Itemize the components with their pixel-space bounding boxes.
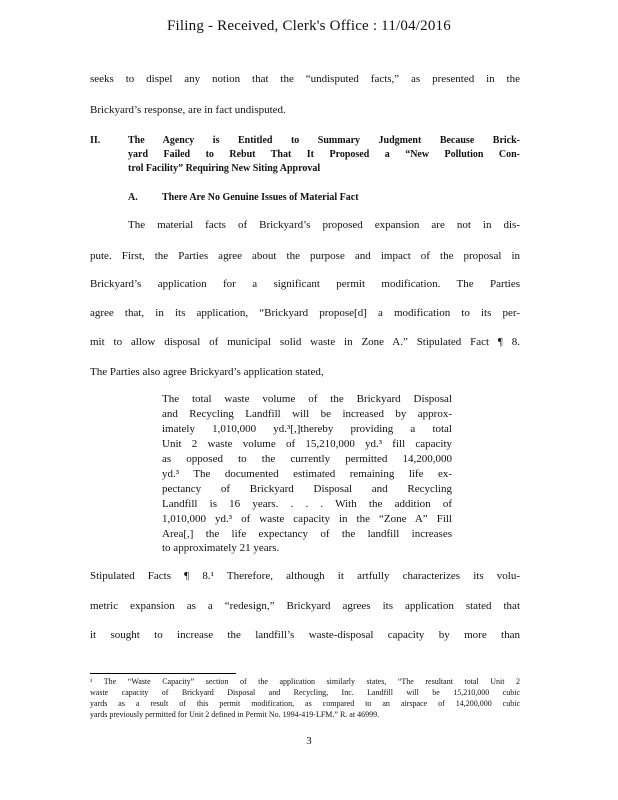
section-heading-line: trol Facility” Requiring New Siting Approval <box>128 163 321 174</box>
body-line: agree that, in its application, “Brickyard propose[d] a modification to its per- <box>90 307 520 319</box>
subsection-title: There Are No Genuine Issues of Material Fact <box>162 192 359 203</box>
body-line: it sought to increase the landfill’s waste-disposal capacity by more than <box>90 629 520 641</box>
subsection-heading <box>128 192 438 203</box>
section-heading-line: The Agency is Entitled to Summary Judgment Because Brick- <box>128 135 520 146</box>
block-quote-line: Landfill is 16 years. . . . With the addition of <box>162 498 452 510</box>
block-quote-line: to approximately 21 years. <box>162 542 280 554</box>
body-line: metric expansion as a “redesign,” Brickyard agrees its application stated that <box>90 600 520 612</box>
block-quote-line: as opposed to the currently permitted 14,200,000 <box>162 453 452 465</box>
block-quote-line: Unit 2 waste volume of 15,210,000 yd.³ fill capacity <box>162 438 452 450</box>
section-heading-line: yard Failed to Rebut That It Proposed a “New Pollution Con- <box>128 149 520 160</box>
block-quote-line: and Recycling Landfill will be increased by approx- <box>162 408 452 420</box>
body-line: Stipulated Facts ¶ 8.¹ Therefore, although it artfully characterizes its volu- <box>90 570 520 582</box>
body-line: seeks to dispel any notion that the “undisputed facts,” as presented in the <box>90 73 520 85</box>
footnote-line: waste capacity of Brickyard Disposal and Recycling, Inc. Landfill will be 15,210,000 cubic <box>90 688 520 697</box>
body-line: The material facts of Brickyard’s proposed expansion are not in dis- <box>128 219 520 231</box>
footnote-line: ¹ The “Waste Capacity” section of the application similarly states, “The resultant total Unit 2 <box>90 677 520 686</box>
footnote-line: yards previously permitted for Unit 2 defined in Permit No. 1994-419-LFM.” R. at 46999. <box>90 710 380 719</box>
block-quote-line: Area[,] the life expectancy of the landfill increases <box>162 528 452 540</box>
footnote-line: yards as a result of this permit modification, as compared to an airspace of 14,200,000 cubic <box>90 699 520 708</box>
block-quote-line: pectancy of Brickyard Disposal and Recycling <box>162 483 452 495</box>
body-line: Brickyard’s application for a significant permit modification. The Parties <box>90 278 520 290</box>
block-quote-line: imately 1,010,000 yd.³[,]thereby providing a total <box>162 423 452 435</box>
body-line: mit to allow disposal of municipal solid waste in Zone A.” Stipulated Fact ¶ 8. <box>90 336 520 348</box>
page-number: 3 <box>306 735 312 747</box>
filing-stamp-header: Filing - Received, Clerk's Office : 11/04/2016 <box>167 18 451 34</box>
block-quote-line: 1,010,000 yd.³ of waste capacity in the “Zone A” Fill <box>162 513 452 525</box>
body-line: Brickyard’s response, are in fact undisputed. <box>90 104 286 116</box>
body-line: pute. First, the Parties agree about the purpose and impact of the proposal in <box>90 250 520 262</box>
block-quote-line: The total waste volume of the Brickyard Disposal <box>162 393 452 405</box>
section-number: II. <box>90 135 101 146</box>
footnote-separator <box>90 673 236 674</box>
block-quote-line: yd.³ The documented estimated remaining life ex- <box>162 468 452 480</box>
subsection-letter: A. <box>128 192 138 203</box>
body-line: The Parties also agree Brickyard’s application stated, <box>90 366 324 378</box>
